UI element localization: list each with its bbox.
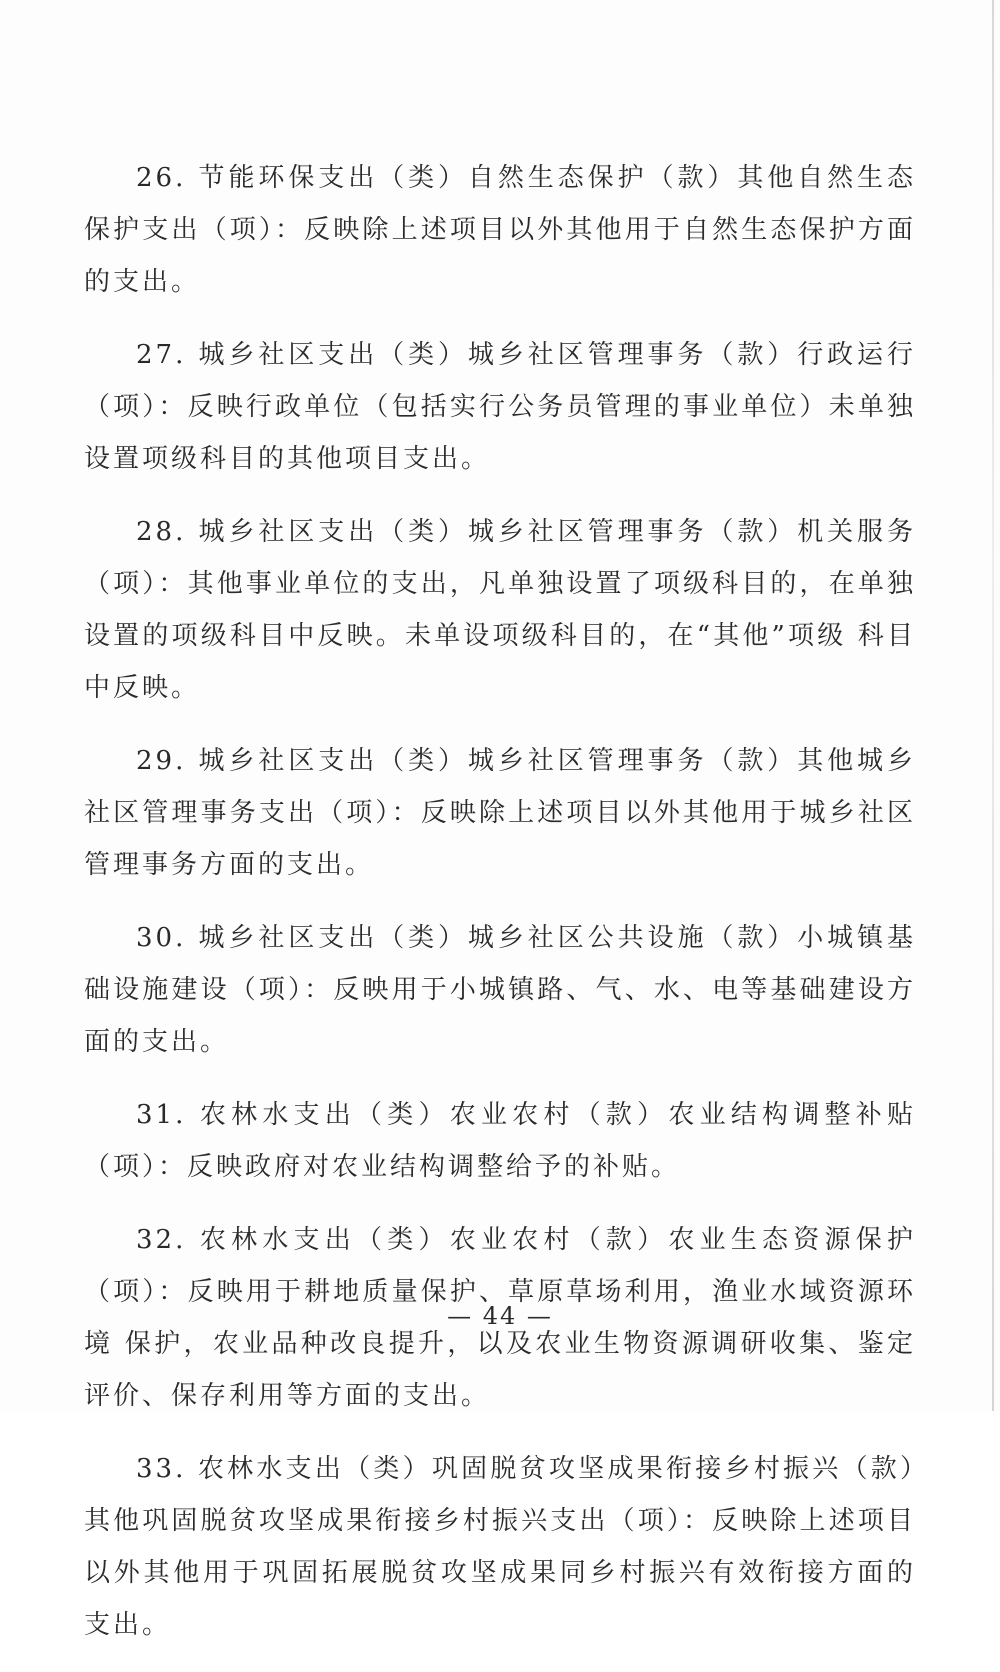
paragraph-item-29: 29. 城乡社区支出（类）城乡社区管理事务（款）其他城乡社区管理事务支出（项）：反映除上述项目以外其他用于城乡社区管理事务方面的支出。: [84, 746, 916, 880]
paragraph-item-32: 32. 农林水支出（类）农业农村（款）农业生态资源保护（项）：反映用于耕地质量保护、草原草场利用，渔业水域资源环境 保护，农业品种改良提升，以及农业生物资源调研收集、鉴定 评价、保存利用等方面的支出。: [84, 1225, 916, 1411]
paragraph-item-31: 31. 农林水支出（类）农业农村（款）农业结构调整补贴（项）：反映政府对农业结构调整给予的补贴。: [84, 1100, 916, 1182]
paragraph-item-27: 27. 城乡社区支出（类）城乡社区管理事务（款）行政运行（项）：反映行政单位（包括实行公务员管理的事业单位）未单独 设置项级科目的其他项目支出。: [84, 340, 916, 474]
paragraph-item-28: 28. 城乡社区支出（类）城乡社区管理事务（款）机关服务（项）：其他事业单位的支出，凡单独设置了项级科目的，在单独 设置的项级科目中反映。未单设项级科目的，在“其他”项级 科目中反映。: [84, 517, 916, 703]
document-body: [84, 152, 916, 1672]
scan-edge-shadow: [992, 0, 994, 1411]
paragraph-item-26: 26. 节能环保支出（类）自然生态保护（款）其他自然生态保护支出（项）：反映除上述项目以外其他用于自然生态保护方面的支出。: [84, 163, 916, 297]
page-number: — 44 —: [447, 1302, 553, 1330]
paragraph-item-30: 30. 城乡社区支出（类）城乡社区公共设施（款）小城镇基础设施建设（项）：反映用于小城镇路、气、水、电等基础建设方面的支出。: [84, 923, 916, 1057]
paragraph-item-33: 33. 农林水支出（类）巩固脱贫攻坚成果衔接乡村振兴（款）其他巩固脱贫攻坚成果衔接乡村振兴支出（项）：反映除上述项目以外其他用于巩固拓展脱贫攻坚成果同乡村振兴有效衔接方面的支出。: [84, 1454, 916, 1640]
